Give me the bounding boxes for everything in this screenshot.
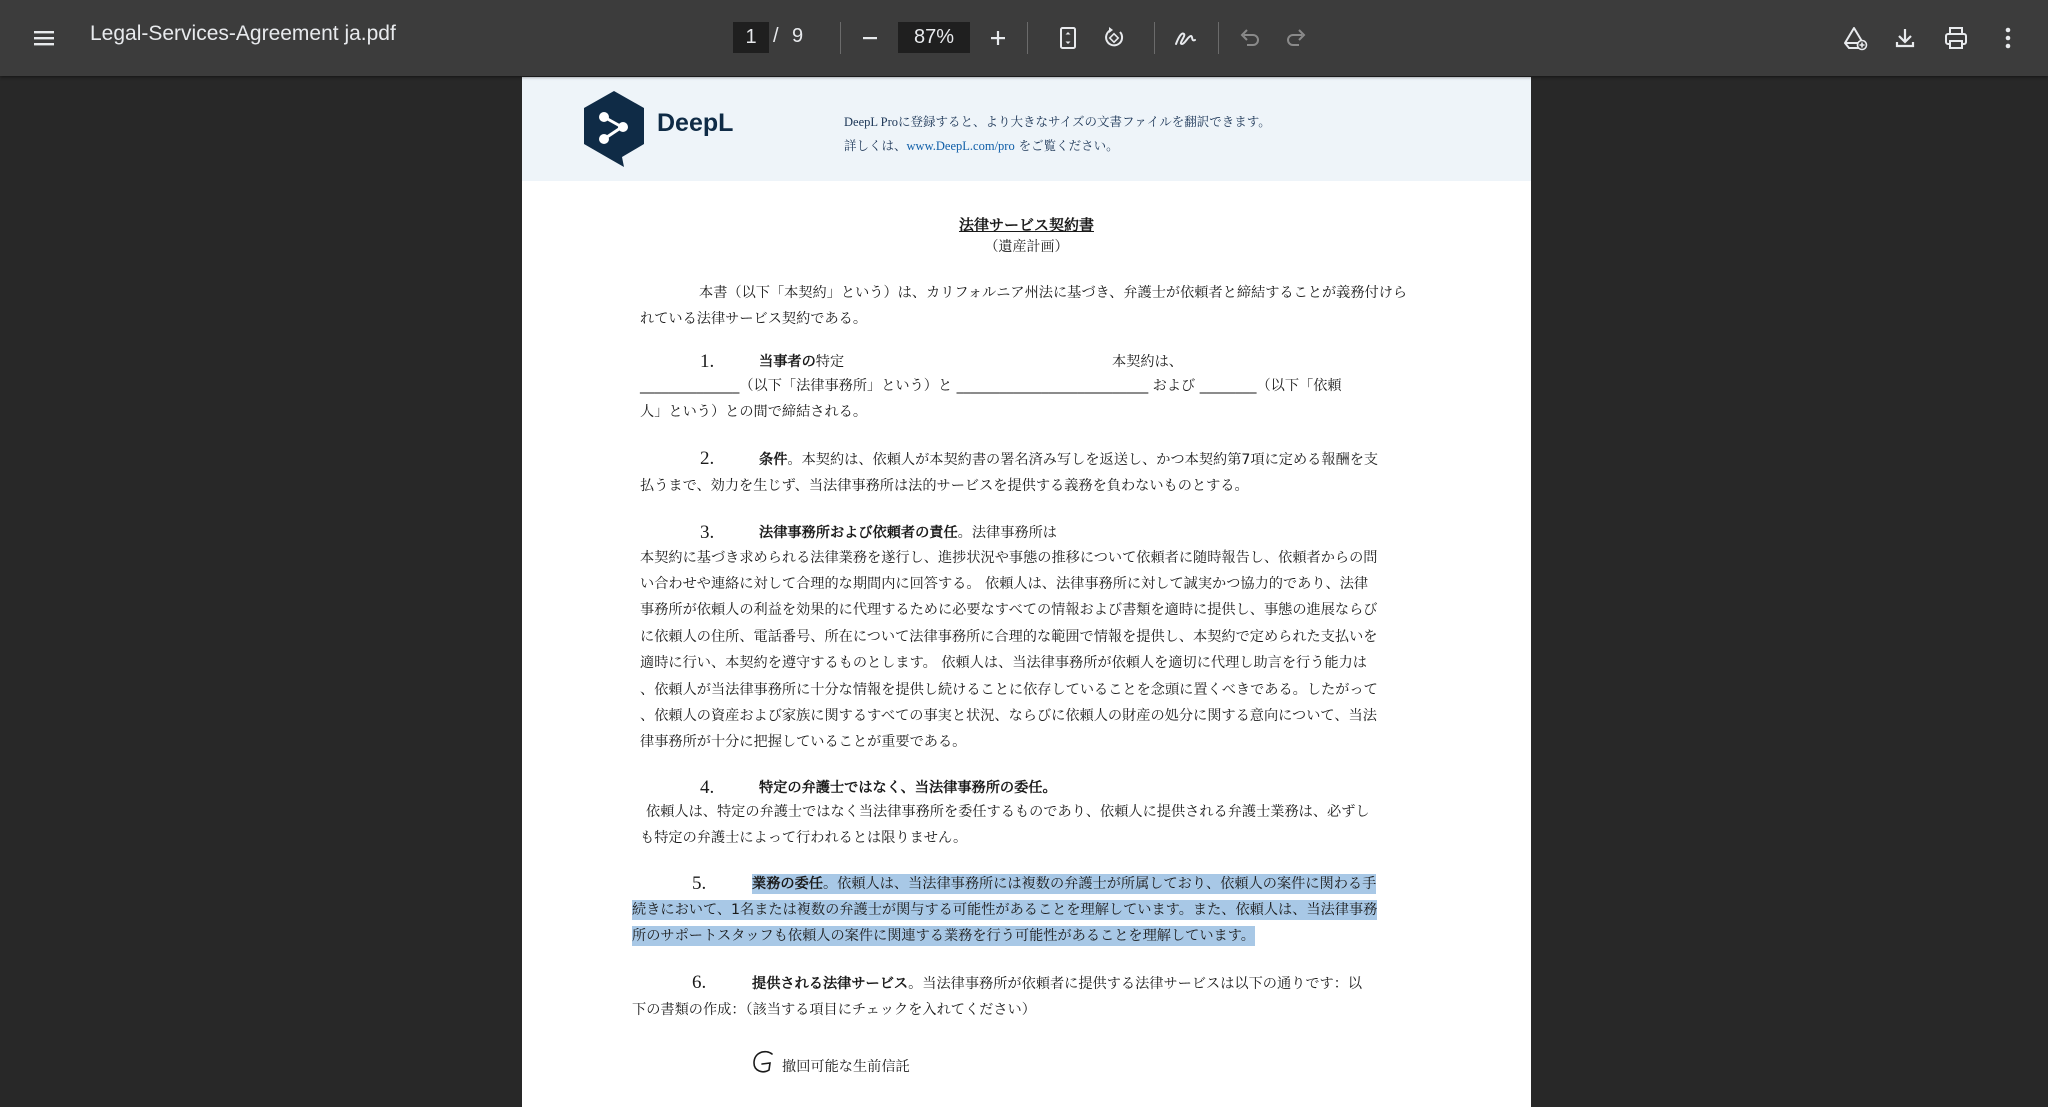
- section-heading: [759, 523, 1057, 543]
- deepl-note-line1: に登録すると、より大きなサイズの文書ファイルを翻訳できます。: [898, 114, 1271, 129]
- checkbox-item-label: 撤回可能な生前信託: [782, 1059, 910, 1075]
- section-heading: [759, 352, 844, 372]
- save-to-drive-button[interactable]: [1834, 18, 1874, 58]
- annotate-button[interactable]: [1166, 18, 1206, 58]
- more-vert-icon: [1988, 18, 2028, 58]
- toolbar-divider: [1027, 22, 1028, 54]
- section-number: 5.: [692, 873, 707, 894]
- section-text: 依頼人は、特定の弁護士ではなく当法律事務所を委任するものであり、依頼人に提供される弁護士業務は、必ずし: [646, 804, 1370, 820]
- document-title: Legal-Services-Agreement ja.pdf: [90, 22, 396, 45]
- zoom-out-button[interactable]: [850, 18, 890, 58]
- total-pages: 9: [792, 25, 804, 47]
- document-subtitle: （遺産計画）: [984, 239, 1069, 255]
- section-text: 本契約は、: [1112, 354, 1183, 370]
- checkbox-mark-icon: [750, 1048, 778, 1076]
- fit-page-button[interactable]: [1048, 18, 1088, 58]
- section-number: 4.: [700, 777, 715, 798]
- section-text: い合わせや連絡に対して合理的な期間内に回答する。 依頼人は、法律事務所に対して誠実かつ協力的であり、法律: [640, 576, 1369, 592]
- undo-icon: [1230, 18, 1270, 58]
- selected-text[interactable]: 続きにおいて、1名または複数の弁護士が関与する可能性があることを理解しています。また、依頼人は、当法律事務: [632, 902, 1378, 918]
- intro-line: 本書（以下「本契約」という）は、カリフォルニア州法に基づき、弁護士が依頼者と締結することが義務付けら: [699, 285, 1408, 301]
- intro-line: れている法律サービス契約である。: [640, 311, 868, 327]
- section-text: ______________（以下「法律事務所」という）と ___________________________ および ________（以下「依頼: [640, 378, 1342, 394]
- deepl-brand: DeepL: [657, 109, 734, 137]
- toolbar-divider: [840, 22, 841, 54]
- section-text: 、依頼人が当法律事務所に十分な情報を提供し続けることに依存していることを念頭に置くべきである。したがって: [640, 682, 1378, 698]
- selected-text[interactable]: 所のサポートスタッフも依頼人の案件に関連する業務を行う可能性があることを理解しています。: [632, 928, 1255, 944]
- section-heading-bold: 条件: [759, 452, 788, 468]
- document-title-text: 法律サービス契約書: [958, 216, 1094, 234]
- section-line: 。本契約は、依頼人が本契約書の署名済み写しを返送し、かつ本契約第7項に定める報酬を支: [787, 452, 1379, 468]
- print-button[interactable]: [1936, 18, 1976, 58]
- section-heading-rest: 特定: [815, 354, 845, 370]
- section-heading-bold: 業務の委任: [752, 876, 823, 892]
- document-heading: [522, 214, 1531, 235]
- deepl-note-line2-pre: 詳しくは、: [844, 138, 907, 153]
- zoom-in-button[interactable]: [978, 18, 1018, 58]
- section-text: 下の書類の作成：（該当する項目にチェックを入れてください）: [632, 1002, 1036, 1018]
- deepl-banner: [522, 77, 1531, 181]
- section-number: 1.: [700, 351, 715, 372]
- deepl-pro-text: DeepL Pro: [844, 115, 899, 129]
- annotate-icon: [1166, 18, 1206, 58]
- print-icon: [1936, 18, 1976, 58]
- drive-icon: [1834, 18, 1874, 58]
- section-text: 適時に行い、本契約を遵守するものとします。 依頼人は、当法律事務所が依頼人を適切に代理し助言を行う能力は: [640, 655, 1367, 671]
- deepl-logo-icon: [582, 89, 646, 169]
- section-text: 、依頼人の資産および家族に関するすべての事実と状況、ならびに依頼人の財産の処分に関する意向について、当法: [640, 708, 1377, 724]
- pdf-toolbar: [0, 0, 2048, 76]
- section-line: 。依頼人は、当法律事務所には複数の弁護士が所属しており、依頼人の案件に関わる手: [822, 876, 1377, 892]
- deepl-pro-link[interactable]: www.DeepL.com/pro: [906, 139, 1015, 153]
- download-icon: [1885, 18, 1925, 58]
- zoom-input[interactable]: [898, 22, 970, 53]
- toolbar-divider: [1154, 22, 1155, 54]
- section-text: 事務所が依頼人の利益を効果的に代理するために必要なすべての情報および書類を適時に提供し、事態の進展ならび: [640, 602, 1378, 618]
- redo-icon: [1276, 18, 1316, 58]
- section-heading-bold: 法律事務所および依頼者の責任: [759, 525, 958, 541]
- deepl-note-line2-post: をご覧ください。: [1014, 138, 1119, 153]
- section-text: 人」という）との間で締結される。: [640, 404, 868, 420]
- undo-button[interactable]: [1230, 18, 1270, 58]
- section-heading-bold: 提供される法律サービス: [752, 976, 909, 992]
- section-text: [752, 974, 1362, 994]
- section-text: も特定の弁護士によって行われるとは限りません。: [640, 830, 968, 846]
- section-text: に依頼人の住所、電話番号、所在について法律事務所に合理的な範囲で情報を提供し、本契約で定められた支払いを: [640, 629, 1378, 645]
- fit-page-icon: [1048, 18, 1088, 58]
- hamburger-menu-icon[interactable]: [24, 18, 64, 58]
- section-number: 3.: [700, 522, 715, 543]
- section-text: 払うまで、効力を生じず、当法律事務所は法的サービスを提供する義務を負わないものとする。: [640, 478, 1249, 494]
- minus-icon: [850, 18, 890, 58]
- rotate-icon: [1094, 18, 1134, 58]
- section-text: 律事務所が十分に把握していることが重要である。: [640, 734, 967, 750]
- page-separator: /: [773, 25, 779, 47]
- section-heading-rest: 。法律事務所は: [957, 525, 1057, 541]
- section-number: 6.: [692, 972, 707, 993]
- plus-icon: [978, 18, 1018, 58]
- redo-button[interactable]: [1276, 18, 1316, 58]
- section-text: [759, 450, 1378, 470]
- selected-text[interactable]: [752, 874, 1376, 894]
- deepl-note: [844, 110, 1271, 158]
- section-heading: 特定の弁護士ではなく、当法律事務所の委任。: [759, 780, 1057, 796]
- section-heading-bold: 当事者の: [759, 354, 816, 370]
- section-line: 。当法律事務所が依頼者に提供する法律サービスは以下の通りです：以: [908, 976, 1363, 992]
- rotate-button[interactable]: [1094, 18, 1134, 58]
- toolbar-divider: [1218, 22, 1219, 54]
- more-options-button[interactable]: [1988, 18, 2028, 58]
- current-page-input[interactable]: [733, 22, 769, 53]
- section-number: 2.: [700, 448, 715, 469]
- download-button[interactable]: [1885, 18, 1925, 58]
- pdf-page: [522, 77, 1531, 1107]
- section-text: 本契約に基づき求められる法律業務を遂行し、進捗状況や事態の推移について依頼者に随時報告し、依頼者からの問: [640, 550, 1378, 566]
